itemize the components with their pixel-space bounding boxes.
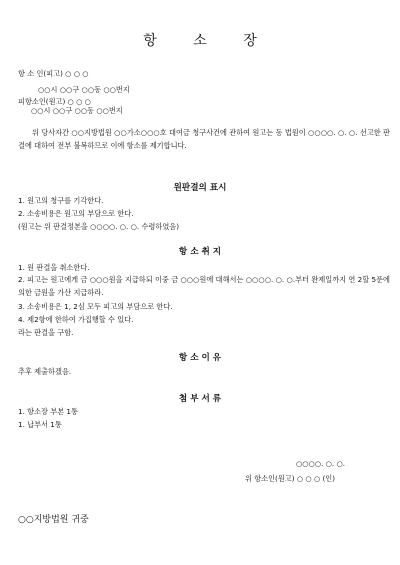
- intro-paragraph: 위 당사자간 ○○지방법원 ○○가소○○○호 대여금 청구사건에 관하여 원고는 동 법원이 ○○○○. ○. ○. 선고한 판결에 대하여 전부 불복하므로 이에 항소를 제기합니다.: [18, 128, 390, 150]
- appeal-reason-heading: 항 소 이 유: [178, 353, 222, 363]
- court-addressee: ○○지방법원 귀중: [18, 515, 89, 525]
- list-item: 2. 피고는 원고에게 금 ○○○원을 지급하되 이중 금 ○○○원에 대해서는 ○○○○. ○. ○.부터 완제일까지 연 2할 5푼에 의한 금원을 가산 지급하라.: [18, 275, 390, 297]
- list-item: 라는 판결을 구함.: [18, 328, 74, 337]
- appeal-reason-text: 추후 제출하겠음.: [18, 367, 72, 376]
- appellee-line: 피항소인(원고) ○ ○ ○: [18, 97, 91, 106]
- filing-date: ○○○○. ○. ○.: [296, 459, 346, 468]
- signature-line: 위 항소인(원고) ○ ○ ○ (인): [245, 474, 336, 483]
- appellant-line: 항 소 인(피고) ○ ○ ○: [18, 69, 89, 78]
- list-item: 2. 소송비용은 원고의 부담으로 한다.: [18, 209, 134, 218]
- list-item: 1. 원 판결을 취소한다.: [18, 263, 90, 272]
- original-judgment-heading: 원판결의 표시: [173, 183, 227, 193]
- list-item: 4. 제2항에 한하여 가집행할 수 있다.: [18, 315, 134, 324]
- list-item: 1. 납부서 1통: [18, 420, 62, 429]
- list-item: 3. 소송비용은 1, 2심 모두 피고의 부담으로 한다.: [18, 302, 173, 311]
- appeal-purpose-heading: 항 소 취 지: [178, 247, 222, 257]
- attachments-heading: 첨 부 서 류: [178, 394, 222, 404]
- appellee-address: ○○시 ○○구 ○○동 ○○번지: [31, 106, 123, 115]
- appellant-address: ○○시 ○○구 ○○동 ○○번지: [38, 85, 130, 94]
- list-item: 1. 원고의 청구를 기각한다.: [18, 196, 104, 205]
- list-item: 1. 항소장 부본 1통: [18, 407, 78, 416]
- list-item: (원고는 위 판결정본을 ○○○○. ○. ○. 수령하였음): [18, 222, 180, 231]
- page-title: 항 소 장: [143, 33, 273, 49]
